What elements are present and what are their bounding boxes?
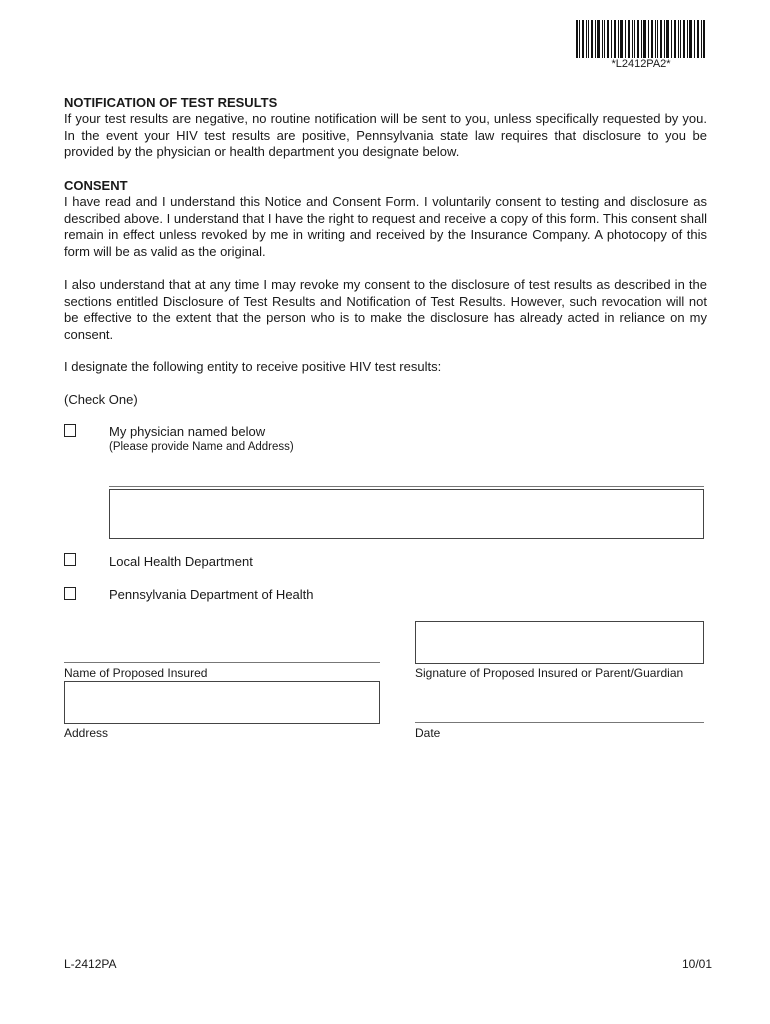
barcode-text: *L2412PA2* (611, 58, 671, 70)
pa-health-option-label: Pennsylvania Department of Health (109, 587, 314, 602)
physician-option-sublabel: (Please provide Name and Address) (109, 441, 294, 453)
date-line[interactable] (415, 722, 704, 723)
local-health-option-label: Local Health Department (109, 554, 253, 569)
signature-field[interactable] (415, 621, 704, 664)
physician-name-address-field[interactable] (109, 489, 704, 539)
check-one-text: (Check One) (64, 392, 138, 407)
consent-paragraph-2: I also understand that at any time I may revoke my consent to the disclosure of test results as described in the sections entitled Disclosure of Test Results and Notification of Test Results. However, such revocation will not be effective to the extent that the person who is to make the disclosure has already acted in reliance on my consent. (64, 277, 707, 342)
physician-option-label: My physician named below (109, 424, 266, 439)
barcode (576, 20, 706, 58)
pa-health-checkbox[interactable] (64, 587, 76, 600)
notification-body: If your test results are negative, no routine notification will be sent to you, unless specifically requested by you. In the event your HIV test results are positive, Pennsylvania state law requires that disclosure to you be provided by the physician or health department you designate below. (64, 111, 707, 159)
local-health-checkbox[interactable] (64, 553, 76, 566)
address-field[interactable] (64, 681, 380, 724)
designate-text: I designate the following entity to receive positive HIV test results: (64, 359, 442, 374)
name-label: Name of Proposed Insured (64, 666, 208, 680)
signature-label: Signature of Proposed Insured or Parent/Guardian (415, 666, 684, 680)
date-label: Date (415, 726, 441, 740)
physician-divider (109, 486, 704, 487)
consent-paragraph-1: I have read and I understand this Notice and Consent Form. I voluntarily consent to testing and disclosure as described above. I understand that I have the right to request and receive a copy of this form. This consent shall remain in effect unless revoked by me in writing and received by the Insurance Company. A photocopy of this form will be as valid as the original. (64, 194, 707, 259)
name-line (64, 662, 380, 663)
address-label: Address (64, 726, 109, 740)
consent-heading: CONSENT (64, 178, 128, 193)
physician-checkbox[interactable] (64, 424, 76, 437)
form-number: L-2412PA (64, 957, 117, 971)
revision-date: 10/01 (681, 957, 712, 971)
notification-heading: NOTIFICATION OF TEST RESULTS (64, 95, 278, 110)
